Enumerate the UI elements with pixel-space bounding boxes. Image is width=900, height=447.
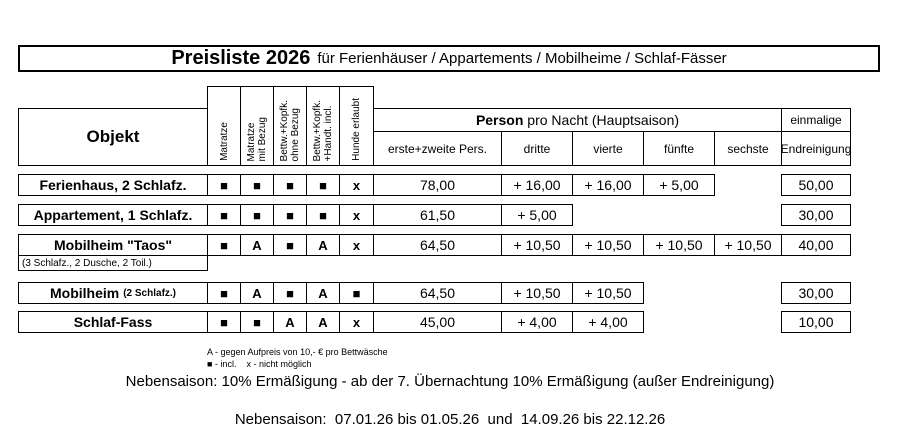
row-mark: A xyxy=(252,285,262,301)
row-name-detail: (2 Schlafz.) xyxy=(123,287,177,299)
row-price-cell xyxy=(714,234,782,256)
header-person-label: fünfte xyxy=(663,141,695,156)
row-price: 64,50 xyxy=(419,237,456,253)
row-name: Mobilheim xyxy=(49,285,120,301)
header-person-label: vierte xyxy=(593,141,623,156)
row-price-cell xyxy=(572,311,644,333)
row-mark-cell xyxy=(273,204,307,226)
row-price-cell xyxy=(373,282,502,304)
row-name-cell xyxy=(18,174,208,196)
row-cleaning: 30,00 xyxy=(798,207,834,223)
footer-offseason-discount: Nebensaison: 10% Ermäßigung - ab der 7. Übernachtung 10% Ermäßigung (außer Endreinigung) xyxy=(125,373,775,390)
row-cleaning-cell xyxy=(781,234,851,256)
row-mark: ■ xyxy=(319,207,327,223)
row-price: + 16,00 xyxy=(584,177,632,193)
row-mark-cell xyxy=(207,174,241,196)
row-price: + 10,50 xyxy=(513,285,561,301)
row-mark: ■ xyxy=(220,207,228,223)
page-subtitle: für Ferienhäuser / Appartements / Mobilheime / Schlaf-Fässer xyxy=(317,50,727,67)
row-mark-cell xyxy=(339,282,374,304)
row-price-cell xyxy=(501,311,573,333)
header-person-rest: pro Nacht (Hauptsaison) xyxy=(523,112,680,128)
row-price: + 16,00 xyxy=(513,177,561,193)
row-mark-cell xyxy=(306,282,340,304)
header-feature-label: Bettw.+Kopfk. +Handt. incl. xyxy=(312,99,334,161)
header-feature-col-3 xyxy=(273,86,307,166)
row-price: 45,00 xyxy=(419,314,456,330)
row-mark-cell xyxy=(339,234,374,256)
row-mark: ■ xyxy=(286,207,294,223)
row-mark-cell xyxy=(240,311,274,333)
row-mark: A xyxy=(252,237,262,253)
row-price-cell xyxy=(572,174,644,196)
page-title: Preisliste 2026 xyxy=(171,47,311,69)
header-person-col-2 xyxy=(501,131,573,166)
row-cleaning-cell xyxy=(781,204,851,226)
row-mark-cell xyxy=(306,174,340,196)
row-price: + 4,00 xyxy=(588,314,628,330)
row-cleaning: 50,00 xyxy=(798,177,834,193)
row-mark-cell xyxy=(240,204,274,226)
row-price: 64,50 xyxy=(419,285,456,301)
row-mark: A xyxy=(318,314,328,330)
header-cleaning-label-1: einmalige xyxy=(790,113,842,127)
row-mark: A xyxy=(285,314,295,330)
row-price-cell xyxy=(373,204,502,226)
header-feature-col-5 xyxy=(339,86,374,166)
row-price: + 10,50 xyxy=(513,237,561,253)
row-mark-cell xyxy=(273,174,307,196)
row-mark-cell xyxy=(273,311,307,333)
header-feature-label: Matratze mit Bezug xyxy=(246,116,268,161)
row-price: + 10,50 xyxy=(724,237,772,253)
header-person-label: erste+zweite Pers. xyxy=(387,141,488,156)
header-feature-col-4 xyxy=(306,86,340,166)
row-price-cell xyxy=(643,174,715,196)
row-cleaning-cell xyxy=(781,311,851,333)
header-person-label: dritte xyxy=(523,141,551,156)
row-price: + 10,50 xyxy=(655,237,703,253)
row-price: + 5,00 xyxy=(659,177,699,193)
row-mark-cell xyxy=(306,204,340,226)
header-feature-label: Matratze xyxy=(218,122,230,161)
row-name: Mobilheim "Taos" xyxy=(53,237,173,253)
legend-line-2: ■ - incl. x - nicht möglich xyxy=(207,359,312,369)
header-objekt-label: Objekt xyxy=(86,127,140,146)
row-price-cell xyxy=(572,282,644,304)
row-name-cell xyxy=(18,282,208,304)
header-feature-col-2 xyxy=(240,86,274,166)
row-mark: x xyxy=(352,237,361,253)
row-name-cell xyxy=(18,204,208,226)
header-person-title xyxy=(373,108,782,132)
header-person-col-4 xyxy=(643,131,715,166)
header-person-col-1 xyxy=(373,131,502,166)
row-mark: x xyxy=(352,177,361,193)
row-mark-cell xyxy=(306,311,340,333)
row-cleaning: 30,00 xyxy=(798,285,834,301)
row-mark-cell xyxy=(339,204,374,226)
row-mark-cell xyxy=(240,282,274,304)
row-mark-cell xyxy=(207,282,241,304)
header-person-col-5 xyxy=(714,131,782,166)
row-price: + 10,50 xyxy=(584,237,632,253)
header-feature-label: Hunde erlaubt xyxy=(351,98,362,161)
row-mark: ■ xyxy=(253,177,261,193)
row-price: 61,50 xyxy=(419,207,456,223)
row-mark: x xyxy=(352,314,361,330)
title-box xyxy=(18,45,880,72)
row-price-cell xyxy=(501,204,573,226)
row-mark-cell xyxy=(306,234,340,256)
row-price: + 5,00 xyxy=(517,207,557,223)
header-cleaning-2 xyxy=(781,131,851,166)
row-mark: x xyxy=(352,207,361,223)
row-mark: ■ xyxy=(220,314,228,330)
row-price-cell xyxy=(643,234,715,256)
row-price-cell xyxy=(572,234,644,256)
row-mark: ■ xyxy=(352,285,361,301)
row-price-cell xyxy=(501,282,573,304)
row-price: + 4,00 xyxy=(517,314,557,330)
row-sub-cell xyxy=(18,255,208,271)
row-mark-cell xyxy=(240,234,274,256)
row-price-cell xyxy=(501,234,573,256)
header-cleaning-1 xyxy=(781,108,851,132)
row-mark-cell xyxy=(339,311,374,333)
legend-line-1: A - gegen Aufpreis von 10,- € pro Bettwäsche xyxy=(207,347,388,357)
row-mark: ■ xyxy=(286,177,294,193)
row-mark-cell xyxy=(273,234,307,256)
row-price-cell xyxy=(501,174,573,196)
row-name-cell xyxy=(18,234,208,256)
header-feature-label: Bettw.+Kopfk. ohne Bezug xyxy=(279,99,301,161)
row-sub-detail: (3 Schlafz., 2 Dusche, 2 Toil.) xyxy=(22,257,152,269)
row-mark: ■ xyxy=(220,285,228,301)
row-mark: A xyxy=(318,237,328,253)
row-price: 78,00 xyxy=(419,177,456,193)
row-cleaning: 10,00 xyxy=(798,314,834,330)
row-mark-cell xyxy=(273,282,307,304)
row-mark-cell xyxy=(240,174,274,196)
header-person-label: sechste xyxy=(727,141,769,156)
row-mark: ■ xyxy=(220,177,228,193)
row-cleaning-cell xyxy=(781,174,851,196)
row-mark-cell xyxy=(207,204,241,226)
row-price-cell xyxy=(373,234,502,256)
row-mark-cell xyxy=(339,174,374,196)
row-name: Appartement, 1 Schlafz. xyxy=(33,207,193,223)
row-mark: ■ xyxy=(253,314,261,330)
row-name-cell xyxy=(18,311,208,333)
row-mark: ■ xyxy=(286,237,294,253)
row-cleaning: 40,00 xyxy=(798,237,834,253)
header-person-col-3 xyxy=(572,131,644,166)
header-objekt-cell xyxy=(18,108,208,166)
header-cleaning-label-2: Endreinigung xyxy=(780,141,852,156)
row-mark: ■ xyxy=(253,207,261,223)
row-mark: ■ xyxy=(286,285,294,301)
row-mark: ■ xyxy=(319,177,327,193)
row-mark: A xyxy=(318,285,328,301)
row-name: Schlaf-Fass xyxy=(73,314,153,330)
footer-offseason-dates: Nebensaison: 07.01.26 bis 01.05.26 und 14.09.26 bis 22.12.26 xyxy=(234,411,666,428)
header-feature-col-1 xyxy=(207,86,241,166)
row-price-cell xyxy=(373,311,502,333)
row-name: Ferienhaus, 2 Schlafz. xyxy=(39,177,187,193)
row-price-cell xyxy=(373,174,502,196)
row-cleaning-cell xyxy=(781,282,851,304)
header-person-bold: Person xyxy=(475,112,524,128)
row-mark: ■ xyxy=(220,237,228,253)
row-mark-cell xyxy=(207,311,241,333)
row-price: + 10,50 xyxy=(584,285,632,301)
row-mark-cell xyxy=(207,234,241,256)
